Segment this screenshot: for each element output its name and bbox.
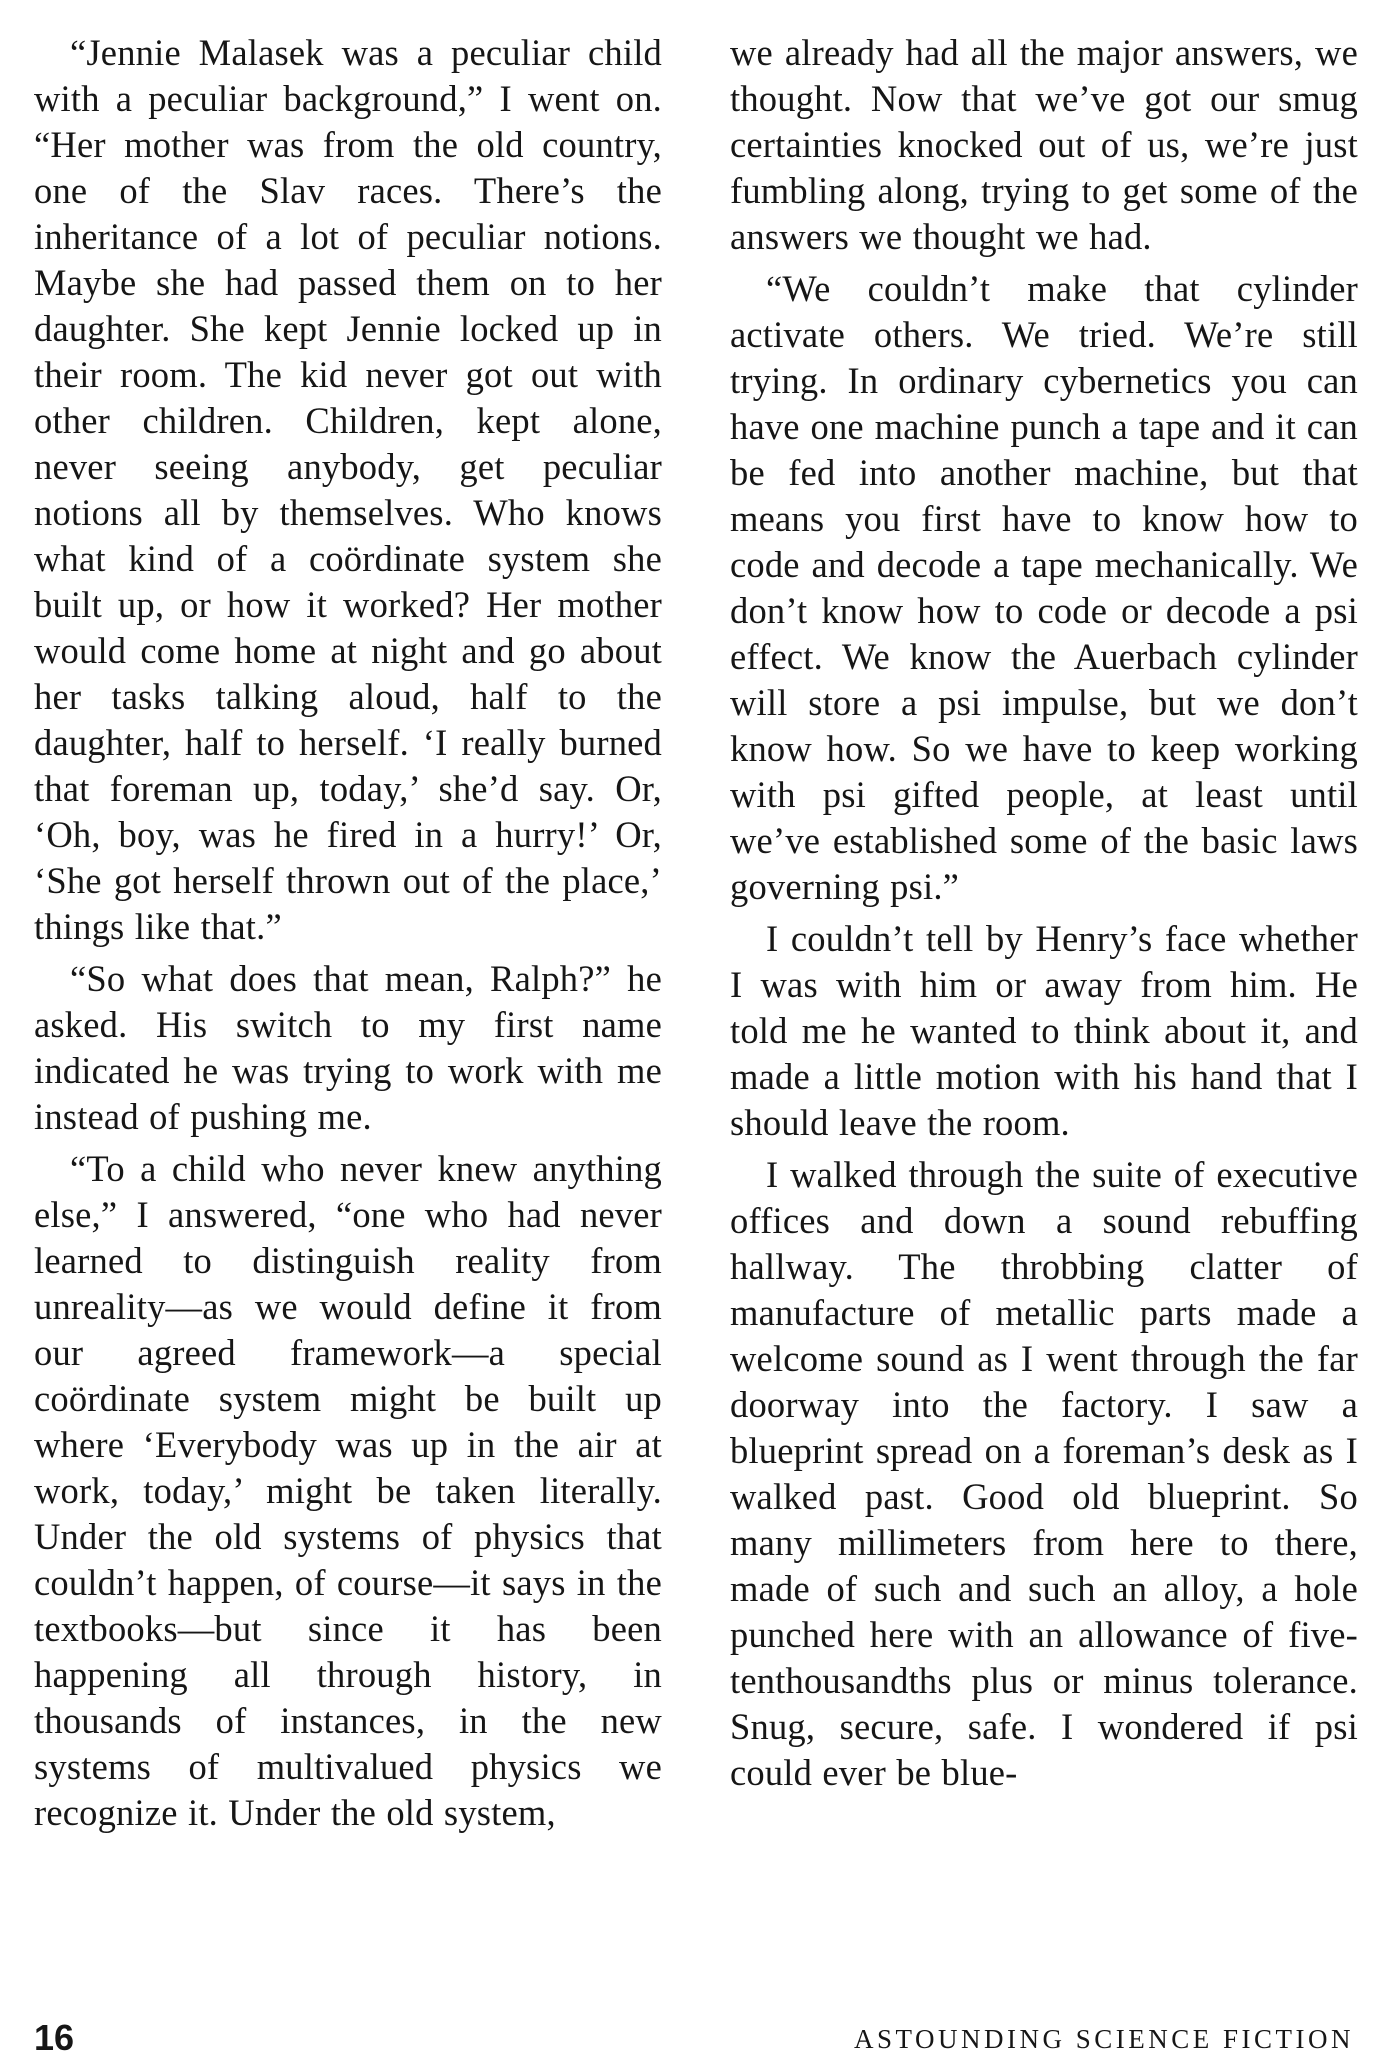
paragraph: “We couldn’t make that cylinder activate others. We tried. We’re still trying. In ordinary cybernetics you can have one machine punch a tape and it can be fed into another machine, but that means you first have to know how to code and decode a tape mechanically. We don’t know how to code or decode a psi effect. We know the Auerbach cylinder will store a psi impulse, but we don’t know how. So we have to keep working with psi gifted people, at least until we’ve established some of the basic laws governing psi.” bbox=[730, 268, 1358, 907]
paragraph-continued: we already had all the major answers, we thought. Now that we’ve got our smug certainties knocked out of us, we’re just fumbling along, trying to get some of the answers we thought we had. bbox=[730, 32, 1358, 257]
paragraph: “To a child who never knew anything else,” I answered, “one who had never learned to distinguish reality from unreality—as we would define it from our agreed framework—a special coördinate system might be built up where ‘Everybody was up in the air at work, today,’ might be taken literally. Under the old systems of physics that couldn’t happen, of course—it says in the textbooks—but since it has been happening all through history, in thousands of instances, in the new systems of multivalued physics we recognize it. Under the old system, bbox=[34, 1148, 662, 1833]
right-column bbox=[730, 30, 1358, 1796]
paragraph: “Jennie Malasek was a peculiar child with a peculiar background,” I went on. “Her mother was from the old country, one of the Slav races. There’s the inheritance of a lot of peculiar notions. Maybe she had passed them on to her daughter. She kept Jennie locked up in their room. The kid never got out with other children. Children, kept alone, never seeing anybody, get peculiar notions all by themselves. Who knows what kind of a coördinate system she built up, or how it worked? Her mother would come home at night and go about her tasks talking aloud, half to the daughter, half to herself. ‘I really burned that foreman up, today,’ she’d say. Or, ‘Oh, boy, was he fired in a hurry!’ Or, ‘She got herself thrown out of the place,’ things like that.” bbox=[34, 32, 662, 947]
left-column bbox=[34, 30, 662, 1836]
page-footer bbox=[34, 2018, 1354, 2058]
paragraph: “So what does that mean, Ralph?” he asked. His switch to my first name indicated he was trying to work with me instead of pushing me. bbox=[34, 958, 662, 1137]
paragraph: I walked through the suite of executive offices and down a sound rebuffing hallway. The throbbing clatter of manufacture of metallic parts made a welcome sound as I went through the far doorway into the factory. I saw a blueprint spread on a foreman’s desk as I walked past. Good old blueprint. So many millimeters from here to there, made of such and such an alloy, a hole punched here with an allowance of five-tenthousandths plus or minus tolerance. Snug, secure, safe. I wondered if psi could ever be blue- bbox=[730, 1154, 1358, 1793]
running-head: ASTOUNDING SCIENCE FICTION bbox=[853, 2024, 1354, 2054]
paragraph: I couldn’t tell by Henry’s face whether I was with him or away from him. He told me he wanted to think about it, and made a little motion with his hand that I should leave the room. bbox=[730, 918, 1358, 1143]
page-number: 16 bbox=[34, 2017, 75, 2058]
